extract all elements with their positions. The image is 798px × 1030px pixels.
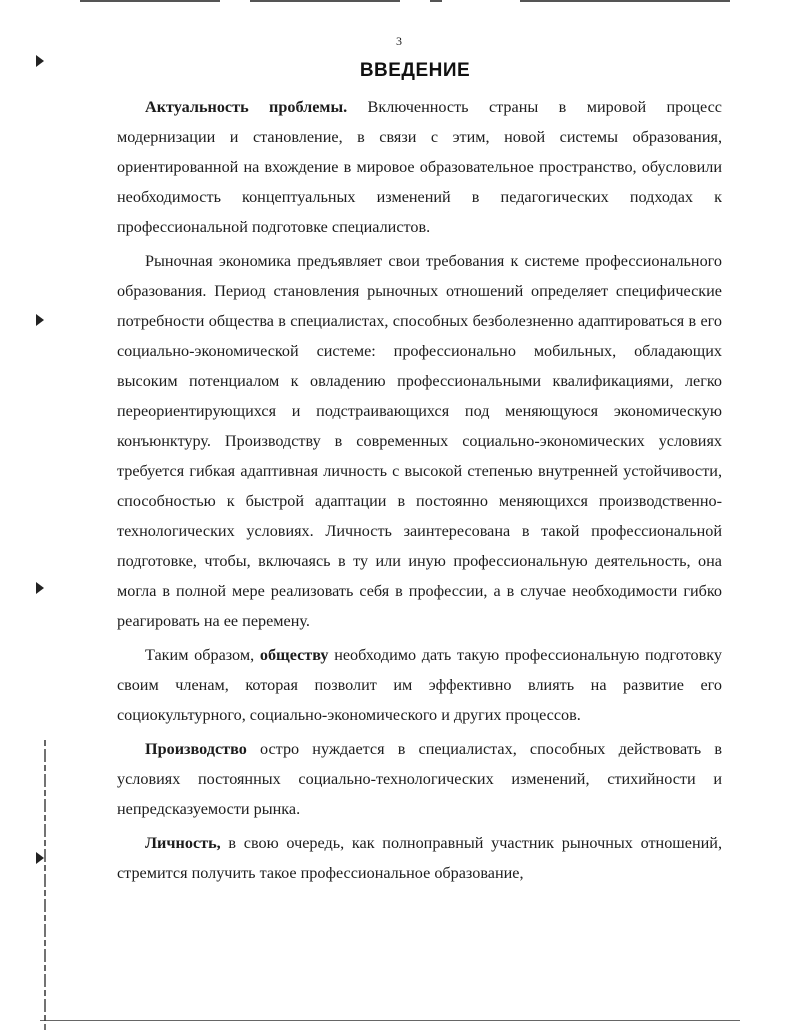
paragraph-text: необходимо дать такую профессиональную подготовку своим членам, которая позволит им эффективно влиять на развитие его социокультурного, социально-экономического и других процессов. (117, 646, 722, 724)
paragraph-lead: Производство (145, 740, 247, 758)
scan-edge-line (520, 0, 730, 2)
scan-edge-line (250, 0, 400, 2)
section-heading: ВВЕДЕНИЕ (359, 60, 471, 81)
paragraph-personality (117, 828, 722, 888)
paragraph-text: в свою очередь, как полноправный участник рыночных отношений, стремится получить такое профессиональное образование, (117, 834, 722, 882)
paragraph-text: Рыночная экономика предъявляет свои требования к системе профессионального образования. Период становления рыночных отношений определяет специфические потребности общества в специалистах, способных безболезненно адаптироваться в его социально-экономической системе: профессионально мобильных, обладающих высоким потенциалом к овладению профессиональными квалификациями, легко переориентирующихся и подстраивающихся под меняющуюся экономическую конъюнктуру. Производству в современных социально-экономических условиях требуется гибкая адаптивная личность с высокой степенью внутренней устойчивости, способностью к быстрой адаптации в постоянно меняющихся производственно-технологических условиях. Личность заинтересована в такой профессиональной подготовке, чтобы, включаясь в ту или иную профессиональную деятельность, она могла в полной мере реализовать себя в профессии, а в случае необходимости гибко реагировать на ее перемену. (117, 252, 722, 630)
scan-binding-marks (44, 740, 46, 1030)
paragraph-text: остро нуждается в специалистах, способных действовать в условиях постоянных социально-технологических изменений, стихийности и непредсказуемости рынка. (117, 740, 722, 818)
scan-arrow-mark-icon (36, 582, 44, 594)
scan-arrow-mark-icon (36, 852, 44, 864)
scan-edge-line (430, 0, 442, 2)
document-body (117, 92, 722, 888)
scan-arrow-mark-icon (36, 314, 44, 326)
page-number: 3 (396, 34, 402, 48)
scan-edge-line (40, 1020, 740, 1021)
paragraph-relevance (117, 92, 722, 242)
paragraph-lead: Актуальность проблемы. (145, 98, 348, 116)
paragraph-production (117, 734, 722, 824)
scan-edge-line (80, 0, 220, 2)
paragraph-society (117, 640, 722, 730)
paragraph-text: Таким образом, (145, 646, 260, 664)
paragraph-market-economy (117, 246, 722, 636)
paragraph-emphasis: обществу (259, 646, 329, 664)
paragraph-lead: Личность, (145, 834, 221, 852)
paragraph-text: Включенность страны в мировой процесс модернизации и становление, в связи с этим, новой системы образования, ориентированной на вхождение в мировое образовательное пространство, обусловили необходимость концептуальных изменений в педагогических подходах к профессиональной подготовке специалистов. (117, 98, 722, 236)
